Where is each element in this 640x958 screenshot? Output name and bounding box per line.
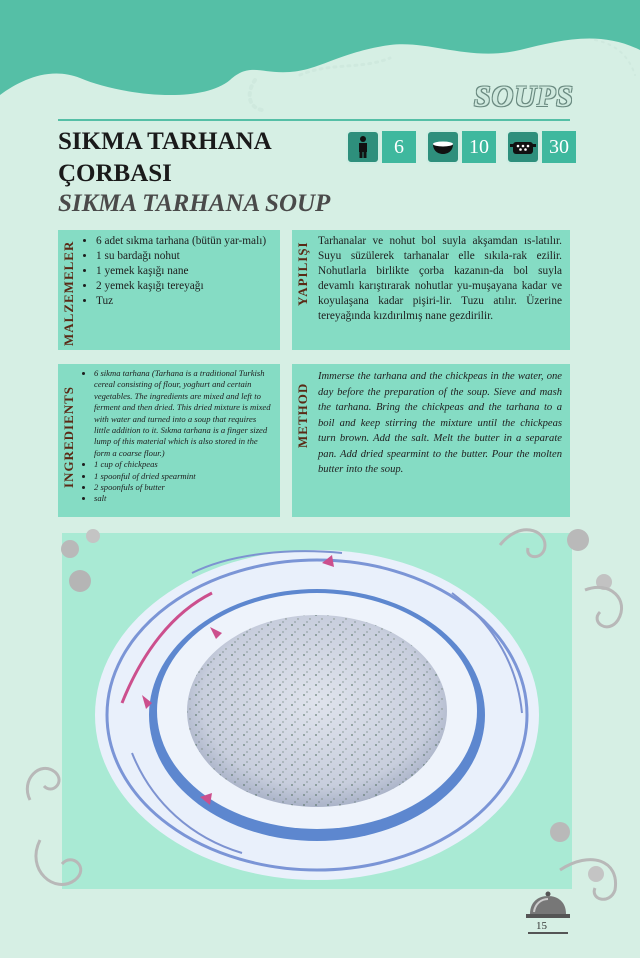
method-english-text: Immerse the tarhana and the chickpeas in the water, one day before the preparation of the soup. Sieve and mash the tarhana. Bring the chickpeas and the tarhana to a boil and keep stirring the mixture until the chickpeas turn brown. Add the salt. Melt the butter in a separate pan. Add dried spearmint to the butter. Pour the molten butter into the soup. [318,371,562,475]
section-title: SOUPS [473,80,574,113]
ingredients-english-label: INGREDIENTS [61,385,76,488]
recipe-title-english: SIKMA TARHANA SOUP [58,190,331,217]
cloche-icon [524,888,572,922]
ingredient-item: • 6 adet sıkma tarhana (bütün yar-malı) [96,234,272,249]
method-turkish-text: Tarhanalar ve nohut bol suyla akşamdan ıs-latılır. Suyu süzülerek tarhanalar elle sıkıla-rak ezilir. Nohutlarla birlikte çorba kazanın-da bol suyla devamlı karıştırarak nohutlar yu-muşayana kadar ve koyulaşana kadar pişiri-lir. Tuzu atılır. Üzerine tereyağında kızdırılmış nane gezdirilir. [318,235,562,322]
method-turkish-label: YAPILIŞI [295,241,310,306]
ingredient-item: • salt [94,493,274,504]
ingredient-item: • 1 spoonful of dried spearmint [94,471,274,482]
ingredient-item: • 1 cup of chickpeas [94,459,274,470]
servings-value: 6 [382,131,416,163]
prep-time-value: 10 [462,131,496,163]
ingredient-item: • 1 yemek kaşığı nane [96,264,272,279]
recipe-title-turkish: SIKMA TARHANA ÇORBASI [58,128,271,187]
ingredient-item: • 1 su bardağı nohut [96,249,272,264]
cook-time-value: 30 [542,131,576,163]
page-number-rule [528,932,568,934]
ingredient-item: • Tuz [96,294,272,309]
method-english-label: METHOD [295,382,310,448]
ingredient-item: • 2 yemek kaşığı tereyağı [96,279,272,294]
ingredient-item: • 6 sikma tarhana (Tarhana is a traditional Turkish cereal consisting of flour, yoghurt and certain vegetables. The ingredients are mixed and left to ferment and then dried. This dried mixture is mixed with water and turned into a soup that requires little addition to it. Sıkma tarhana is a finger sized lump of this material which is also stored in the form a coarse flour.) [94,368,274,459]
ingredient-item: • 2 spoonfuls of butter [94,482,274,493]
page-number: 15 [536,920,547,932]
ingredients-turkish-label: MALZEMELER [61,240,76,346]
